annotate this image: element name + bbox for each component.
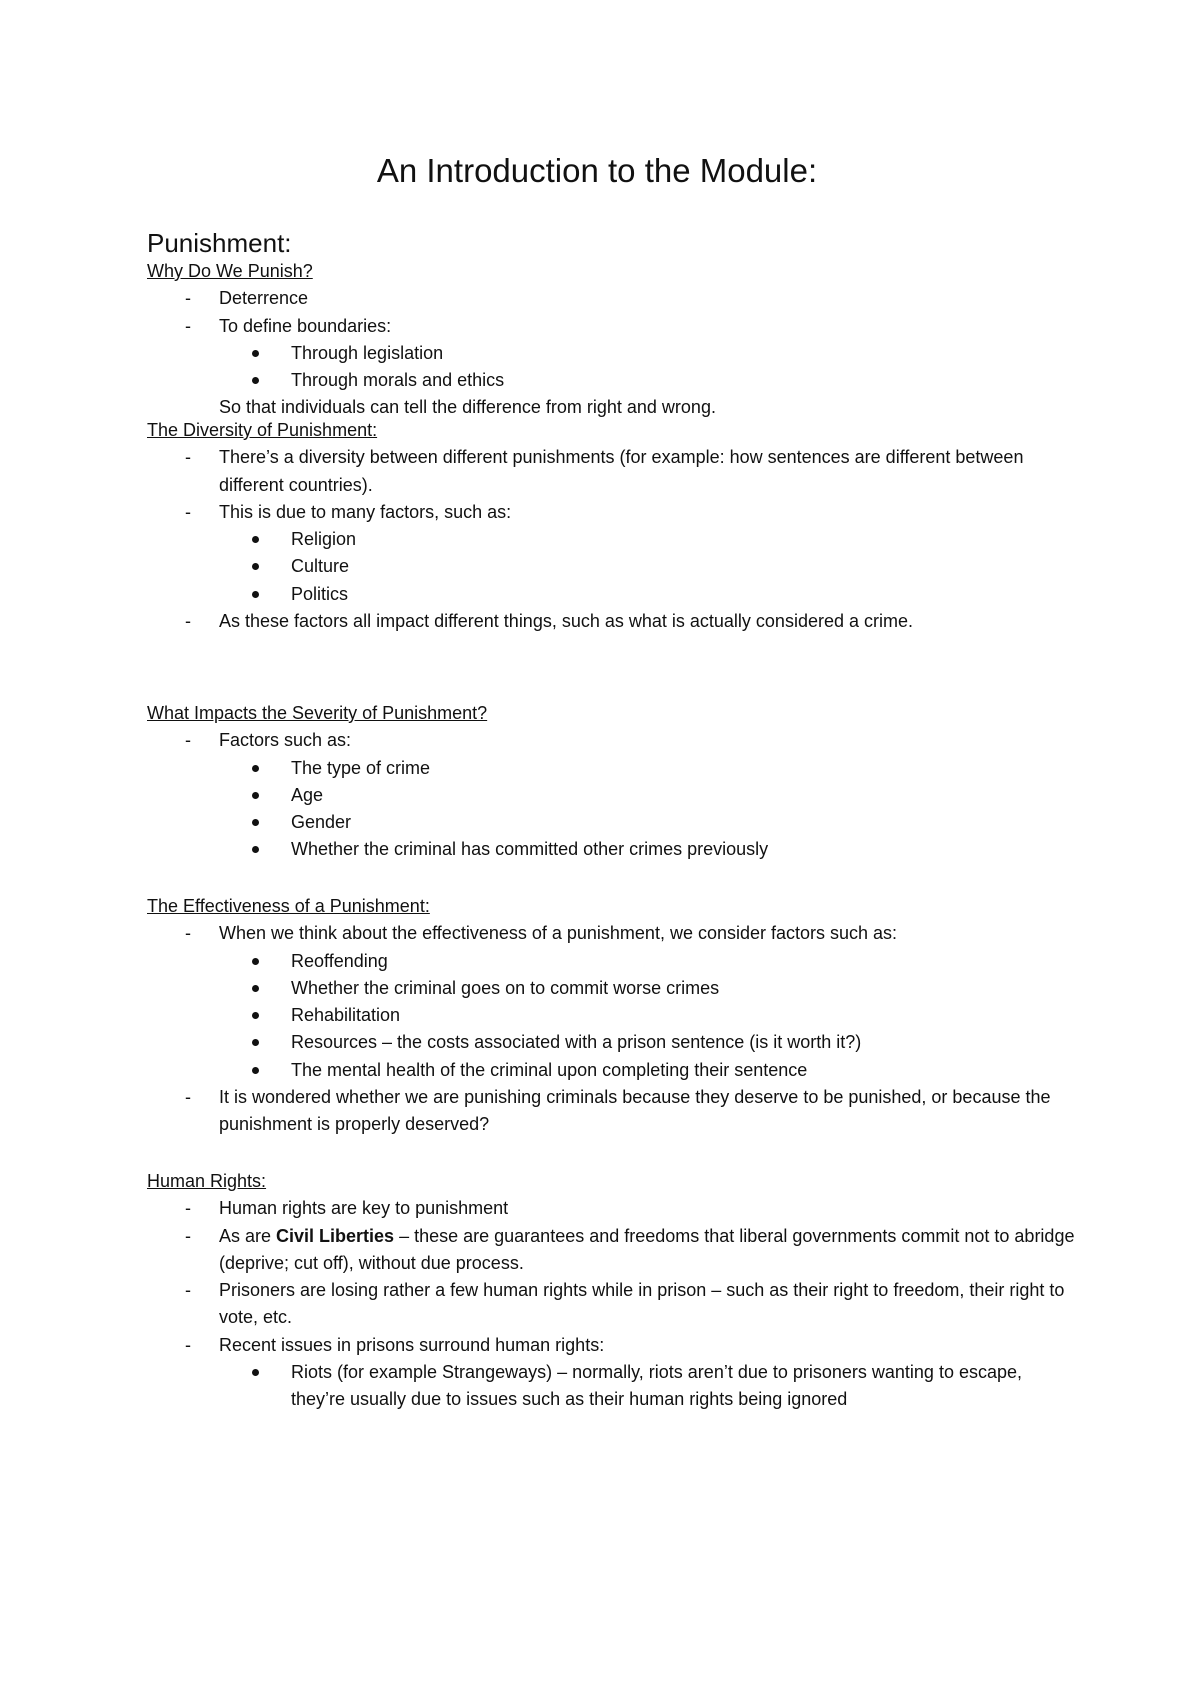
- bullet-list: [147, 526, 1077, 608]
- bullet-dot-icon: [252, 591, 259, 598]
- bullet-item-text: Through legislation: [291, 342, 444, 363]
- bullet-item-text: Whether the criminal has committed other crimes previously: [291, 839, 769, 860]
- bullet-dot-icon: [252, 792, 259, 799]
- list-item-text: Prisoners are losing rather a few human rights while in prison – such as their right to freedom, their right to vote, etc.: [219, 1280, 1065, 1328]
- bullet-item-text: Age: [291, 784, 324, 805]
- section-title: What Impacts the Severity of Punishment?: [147, 703, 488, 723]
- bullet-item-text: The type of crime: [291, 757, 431, 778]
- dash-list: [147, 444, 1077, 635]
- list-item-text: When we think about the effectiveness of a punishment, we consider factors such as:: [219, 923, 898, 944]
- list-item-text: As these factors all impact different things, such as what is actually considered a crime.: [219, 611, 913, 632]
- bullet-dot-icon: [252, 1039, 259, 1046]
- bullet-dot-icon: [252, 377, 259, 384]
- section-title: Human Rights:: [147, 1171, 267, 1191]
- bullet-item: [219, 553, 1077, 580]
- list-item: [147, 499, 1077, 608]
- section-title: The Effectiveness of a Punishment:: [147, 896, 430, 916]
- document-title: An Introduction to the Module:: [376, 152, 818, 189]
- dash-marker: -: [185, 1280, 191, 1301]
- bullet-dot-icon: [252, 819, 259, 826]
- bullet-item-text: Whether the criminal goes on to commit worse crimes: [291, 977, 720, 998]
- bullet-item: [219, 836, 1077, 863]
- list-item-text: Human rights are key to punishment: [219, 1198, 509, 1219]
- dash-marker: -: [185, 447, 191, 468]
- list-item-text: To define boundaries:: [219, 315, 392, 336]
- bullet-item-text: Reoffending: [291, 950, 388, 971]
- section-title: Why Do We Punish?: [147, 261, 313, 281]
- bullet-item-text: Riots (for example Strangeways) – normally, riots aren’t due to prisoners wanting to escape, they’re usually due to issues such as their human rights being ignored: [291, 1362, 1023, 1410]
- dash-marker: -: [185, 501, 191, 522]
- dash-marker: -: [185, 611, 191, 632]
- bullet-dot-icon: [252, 985, 259, 992]
- bullet-dot-icon: [252, 350, 259, 357]
- section-human-rights: [147, 1168, 1077, 1414]
- list-item: [147, 1277, 1077, 1332]
- bullet-item: [219, 581, 1077, 608]
- bullet-list: [147, 755, 1077, 864]
- list-item: [147, 608, 1077, 635]
- section-diversity: [147, 417, 1077, 635]
- dash-marker: -: [185, 315, 191, 336]
- section-severity: [147, 700, 1077, 864]
- bullet-item: [219, 975, 1077, 1002]
- section-effectiveness: [147, 893, 1077, 1139]
- bullet-item-text: Through morals and ethics: [291, 370, 505, 391]
- dash-marker: -: [185, 1087, 191, 1108]
- list-item: [147, 285, 1077, 312]
- bullet-item-text: Resources – the costs associated with a prison sentence (is it worth it?): [291, 1032, 862, 1053]
- bullet-list: [147, 948, 1077, 1084]
- list-item-text: Deterrence: [219, 288, 309, 309]
- dash-marker: -: [185, 923, 191, 944]
- bullet-item: [219, 526, 1077, 553]
- list-item: [147, 444, 1077, 499]
- list-item: [147, 313, 1077, 395]
- section-title: The Diversity of Punishment:: [147, 420, 378, 440]
- dash-list: [147, 1195, 1077, 1413]
- dash-marker: -: [185, 1198, 191, 1219]
- bullet-item: [219, 755, 1077, 782]
- bullet-item: [219, 1002, 1077, 1029]
- bullet-item: [219, 782, 1077, 809]
- list-item-text: Recent issues in prisons surround human rights:: [219, 1334, 605, 1355]
- list-item-text: Factors such as:: [219, 730, 352, 751]
- list-item: [147, 1223, 1077, 1278]
- list-item-text-pre: As are: [219, 1225, 277, 1246]
- bullet-item: [219, 809, 1077, 836]
- bullet-item: [219, 948, 1077, 975]
- bullet-dot-icon: [252, 958, 259, 965]
- list-item-text-post: – these are guarantees and freedoms that liberal governments commit not to abridge (deprive; cut off), without due process.: [219, 1225, 1075, 1273]
- bullet-dot-icon: [252, 1012, 259, 1019]
- dash-list: [147, 285, 1077, 394]
- bullet-item-text: Gender: [291, 812, 352, 833]
- dash-list: [147, 727, 1077, 863]
- bullet-item-text: Religion: [291, 529, 357, 550]
- bullet-item-text: The mental health of the criminal upon completing their sentence: [291, 1059, 808, 1080]
- civil-liberties-term: Civil Liberties: [276, 1225, 395, 1246]
- list-item: [147, 727, 1077, 863]
- list-item-text: It is wondered whether we are punishing criminals because they deserve to be punished, or because the punishment is properly deserved?: [219, 1087, 1051, 1135]
- bullet-dot-icon: [252, 1369, 259, 1376]
- bullet-item: [219, 1359, 1077, 1414]
- bullet-item: [219, 367, 1077, 394]
- bullet-list: [147, 340, 1077, 395]
- list-item-text: There’s a diversity between different punishments (for example: how sentences are different between different countries).: [219, 447, 1024, 495]
- bullet-item: [219, 1029, 1077, 1056]
- section-why-punish: [147, 258, 1077, 422]
- bullet-dot-icon: [252, 1067, 259, 1074]
- list-item: [147, 1084, 1077, 1139]
- bullet-item: [219, 340, 1077, 367]
- document-page: [147, 0, 1077, 1698]
- dash-marker: -: [185, 1334, 191, 1355]
- section-note: So that individuals can tell the difference from right and wrong.: [219, 397, 716, 418]
- bullet-dot-icon: [252, 846, 259, 853]
- bullet-item-text: Culture: [291, 556, 350, 577]
- bullet-item: [219, 1057, 1077, 1084]
- dash-list: [147, 920, 1077, 1138]
- main-heading: Punishment:: [147, 228, 292, 258]
- bullet-list: [147, 1359, 1077, 1414]
- dash-marker: -: [185, 288, 191, 309]
- dash-marker: -: [185, 1225, 191, 1246]
- dash-marker: -: [185, 730, 191, 751]
- list-item-text: This is due to many factors, such as:: [219, 501, 512, 522]
- bullet-item-text: Rehabilitation: [291, 1005, 401, 1026]
- bullet-dot-icon: [252, 563, 259, 570]
- list-item: [147, 1332, 1077, 1414]
- bullet-item-text: Politics: [291, 583, 349, 604]
- bullet-dot-icon: [252, 536, 259, 543]
- list-item: [147, 1195, 1077, 1222]
- bullet-dot-icon: [252, 765, 259, 772]
- list-item: [147, 920, 1077, 1084]
